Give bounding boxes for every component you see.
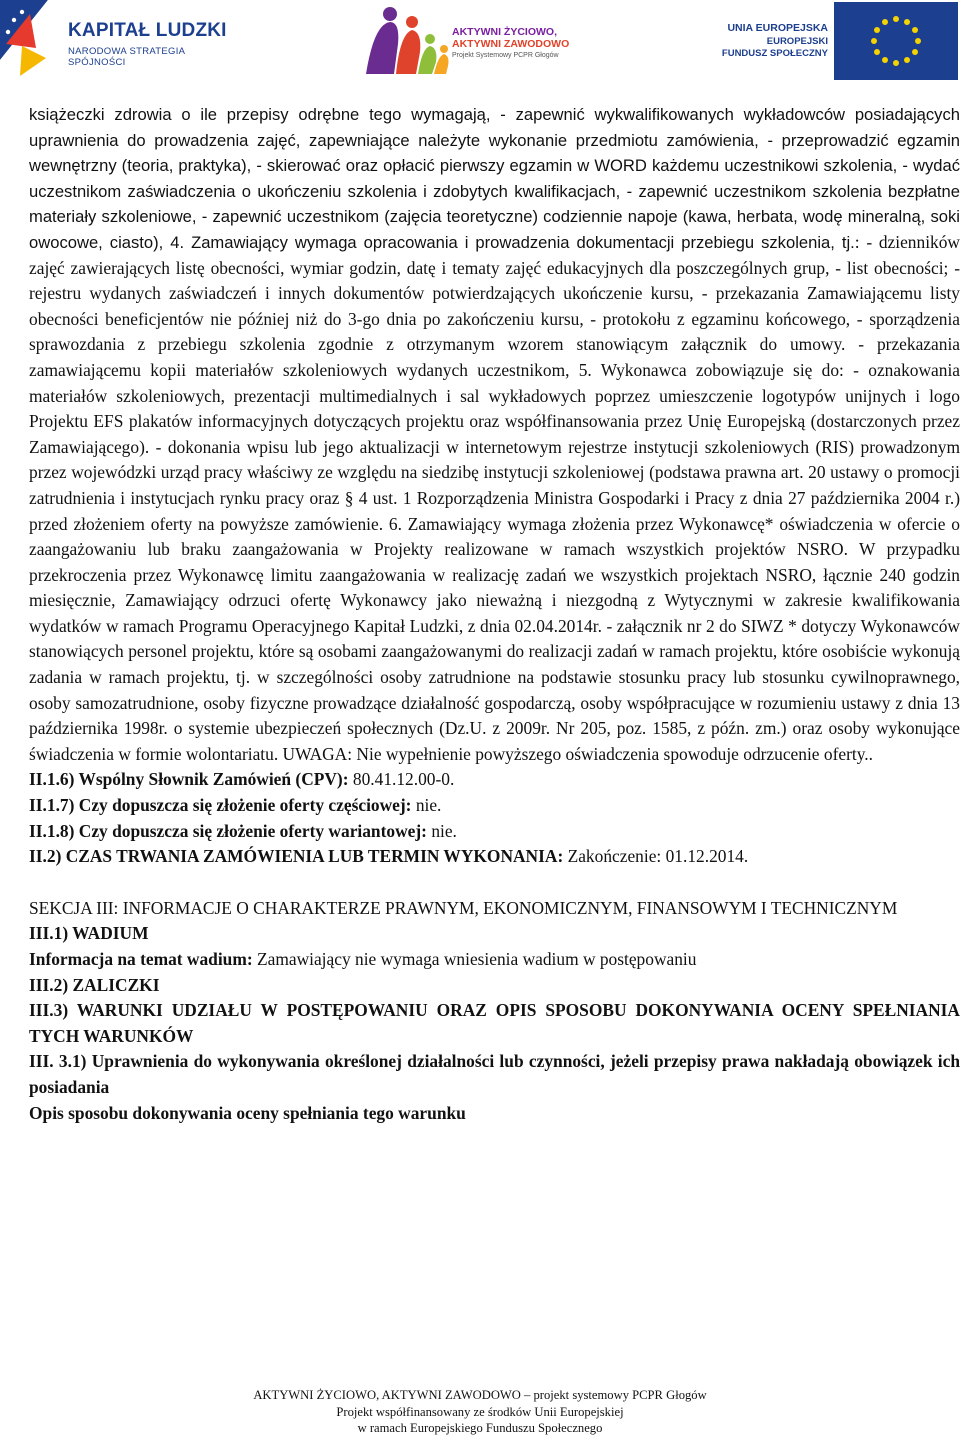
document-body: [29, 102, 960, 1126]
section-ii16: [29, 767, 960, 793]
ue-line3: FUNDUSZ SPOŁECZNY: [721, 48, 828, 59]
ii2-value: Zakończenie: 01.12.2014.: [563, 846, 749, 867]
section-ii17: [29, 793, 960, 819]
ii16-label: II.1.6) Wspólny Słownik Zamówień (CPV):: [29, 769, 349, 790]
main-paragraph: [29, 102, 960, 767]
section-iii2-heading: III.2) ZALICZKI: [29, 974, 160, 995]
section-ii2: [29, 844, 960, 870]
eu-flag-icon: [834, 2, 958, 80]
kapital-ludzki-logo: [0, 0, 240, 80]
paragraph-part-serif: : - dzienników zajęć zawierających listę obecności, wymiar godzin, datę i tematy zajęć edukacyjnych dla poszczególnych grup, - list obecności; - rejestru wydanych zaświadczeń i innych dokumentów potwierdzających ukończenie kursu, - przekazania Zamawiającemu listy obecności beneficjentów nie później niż do 3-go dnia po zakończeniu kursu, - protokołu z egzaminu końcowego, - sporządzenia sprawozdania z przebiegu szkolenia zgodnie z otrzymanym wzorem stanowiącym załącznik do umowy. - przekazania zamawiającemu kopii materiałów szkoleniowych wydanych uczestnikom, 5. Wykonawca zobowiązuje się do: - oznakowania materiałów szkoleniowych, prezentacji multimedialnych i sal wykładowych poprzez umieszczenie logotypów unijnych i logo Projektu EFS plakatów informacyjnych dotyczących projektu oraz współfinansowania przez Unię Europejską (dostarczonych przez Zamawiającego). - dokonania wpisu lub jego aktualizacji w internetowym rejestrze instytucji szkoleniowych (RIS) prowadzonym przez wojewódzki urząd pracy właściwy ze względu na siedzibę instytucji szkoleniowej (podstawa prawna art. 20 ustawy o promocji zatrudnienia i instytucjach rynku pracy oraz § 4 ust. 1 Rozporządzenia Ministra Gospodarki i Pracy z dnia 27 października 2004 r.) przed złożeniem oferty na powyższe zamówienie. 6. Zamawiający wymaga złożenia przez Wykonawcę* oświadczenia w ofercie o zaangażowaniu lub braku zaangażowania w Projekty realizowane w ramach wszystkich projektów NSRO. W przypadku przekroczenia przez Wykonawcę limitu zaangażowania w realizację zadań we wszystkich projektach NSRO, łącznie 240 godzin miesięcznie, Zamawiający odrzuci ofertę Wykonawcy jako nieważną i niezgodną z Wytycznymi w zakresie kwalifikowania wydatków w ramach Programu Operacyjnego Kapitał Ludzki, z dnia 02.04.2014r. - załącznik nr 2 do SIWZ * dotyczy Wykonawców stanowiących personel projektu, które są osobami zaangażowanymi do realizacji zadań w ramach projektu, które osobiście wykonują zadania w ramach projektu, tj. w szczególności osoby zatrudnione na podstawie stosunku pracy lub stosunku cywilnoprawnego, osoby samozatrudnione, osoby fizyczne prowadzące działalność gospodarczą, osoby współpracujące w rozumieniu ustawy z dnia 13 października 1998r. o systemie ubezpieczeń społecznych (Dz.U. z 2009r. Nr 205, poz. 1585, z późn. zm.) oraz osoby wykonujące świadczenia w formie wolontariatu. UWAGA: Nie wypełnienie powyższego oświadczenia spowoduje odrzucenie oferty..: [29, 231, 960, 764]
ii18-value: nie.: [426, 820, 457, 841]
ii17-label: II.1.7) Czy dopuszcza się złożenie oferty częściowej:: [29, 795, 412, 816]
paragraph-part-sans: książeczki zdrowia o ile przepisy odrębne tego wymagają, - zapewnić wykwalifikowanych wykładowców posiadających uprawnienia do prowadzenia zajęć, zapewniające należyte wykonanie przedmiotu zamówienia, - przeprowadzić egzamin wewnętrzny (teoria, praktyka), - skierować oraz opłacić pierwszy egzamin w WORD każdemu uczestnikowi szkolenia, - wydać uczestnikom zaświadczenia o ukończeniu szkolenia i zdobytych kwalifikacjach, - zapewnić uczestnikom szkolenia bezpłatne materiały szkoleniowe, - zapewnić uczestnikom (zajęcia teoretyczne) codziennie napoje (kawa, herbata, wodę mineralną, soki owocowe, ciasto), 4. Zamawiający wymaga opracowania i prowadzenia dokumentacji przebiegu szkolenia, tj.: [29, 105, 960, 252]
section-iii3-heading: III.3) WARUNKI UDZIAŁU W POSTĘPOWANIU ORAZ OPIS SPOSOBU DOKONYWANIA OCENY SPEŁNIANIA TYCH WARUNKÓW: [29, 1000, 960, 1046]
footer-line1: AKTYWNI ŻYCIOWO, AKTYWNI ZAWODOWO – projekt systemowy PCPR Głogów: [253, 1388, 707, 1402]
wadium-value: Zamawiający nie wymaga wniesienia wadium w postępowaniu: [252, 949, 697, 969]
aktywni-zyciowo-logo: [360, 4, 590, 80]
kapital-ludzki-title: KAPITAŁ LUDZKI: [68, 20, 227, 41]
footer-line2: Projekt współfinansowany ze środków Unii Europejskiej: [336, 1404, 624, 1419]
aktywni-zyciowo-line3: Projekt Systemowy PCPR Głogów: [452, 52, 559, 59]
section-iii1-heading: III.1) WADIUM: [29, 923, 149, 944]
family-silhouette-icon: [360, 4, 460, 78]
page-header: [0, 0, 960, 82]
section-spacer: [29, 870, 960, 896]
section-iii-heading: SEKCJA III: INFORMACJE O CHARAKTERZE PRAWNYM, EKONOMICZNYM, FINANSOWYM I TECHNICZNYM: [29, 897, 898, 918]
page-footer: [0, 1387, 960, 1437]
ue-efs-logo: [700, 2, 958, 80]
wadium-info: [29, 947, 960, 973]
opis-sposobu-heading: Opis sposobu dokonywania oceny spełniania tego warunku: [29, 1102, 466, 1123]
kapital-ludzki-emblem-icon: [0, 0, 62, 80]
ii18-label: II.1.8) Czy dopuszcza się złożenie oferty wariantowej:: [29, 820, 427, 841]
section-iii31-heading: III. 3.1) Uprawnienia do wykonywania określonej działalności lub czynności, jeżeli przepisy prawa nakładają obowiązek ich posiadania: [29, 1051, 960, 1097]
kapital-ludzki-subtitle: NARODOWA STRATEGIA SPÓJNOŚCI: [68, 46, 185, 68]
wadium-label: Informacja na temat wadium:: [29, 949, 253, 969]
ue-line1: UNIA EUROPEJSKA: [727, 22, 828, 34]
section-ii18: [29, 819, 960, 845]
footer-line3: w ramach Europejskiego Funduszu Społecznego: [357, 1421, 603, 1435]
ii2-label: II.2) CZAS TRWANIA ZAMÓWIENIA LUB TERMIN WYKONANIA:: [29, 846, 564, 867]
ii17-value: nie.: [411, 795, 442, 816]
aktywni-zyciowo-line2: AKTYWNI ZAWODOWO: [452, 38, 570, 50]
ii16-value: 80.41.12.00-0.: [348, 769, 455, 790]
ue-line2: EUROPEJSKI: [766, 36, 828, 47]
aktywni-zyciowo-line1: AKTYWNI ŻYCIOWO,: [452, 26, 557, 38]
